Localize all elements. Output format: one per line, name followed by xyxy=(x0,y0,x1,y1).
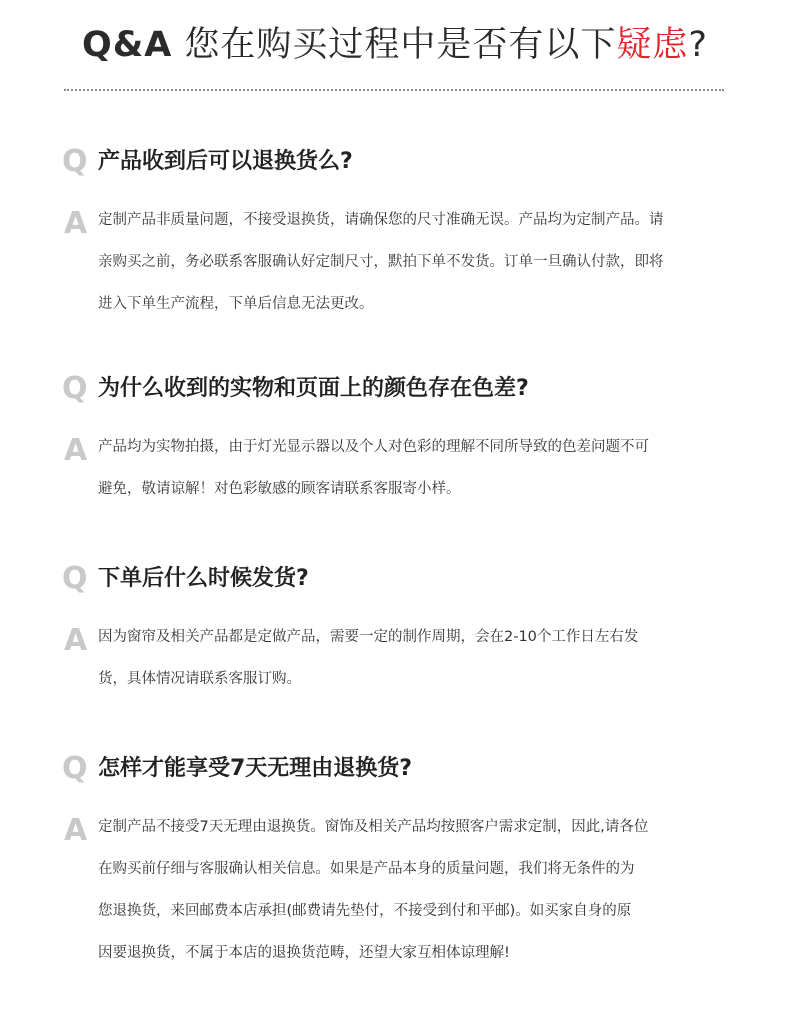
answer-marker: A xyxy=(64,433,88,468)
answer-text xyxy=(98,426,738,510)
question-row xyxy=(0,750,790,790)
dotted-divider xyxy=(64,89,724,91)
answer-line: 货，具体情况请联系客服订购。 xyxy=(98,671,301,687)
answer-line: 避免，敬请谅解！对色彩敏感的顾客请联系客服寄小样。 xyxy=(98,481,461,497)
answer-line: 在购买前仔细与客服确认相关信息。如果是产品本身的质量问题，我们将无条件的为 xyxy=(98,861,635,877)
answer-line: 亲购买之前，务必联系客服确认好定制尺寸，默拍下单不发货。订单一旦确认付款，即将 xyxy=(98,254,664,270)
question-text: 产品收到后可以退换货么? xyxy=(98,149,353,174)
title-suffix: ? xyxy=(688,25,708,65)
faq-item-4 xyxy=(0,750,790,980)
answer-marker: A xyxy=(64,623,88,658)
question-text: 下单后什么时候发货? xyxy=(98,566,309,591)
page-header xyxy=(0,0,790,90)
faq-item-2 xyxy=(0,370,790,510)
question-marker: Q xyxy=(62,751,88,786)
page-title xyxy=(0,22,790,68)
question-row xyxy=(0,370,790,410)
question-text: 为什么收到的实物和页面上的颜色存在色差? xyxy=(98,376,529,401)
question-row xyxy=(0,143,790,183)
question-marker: Q xyxy=(62,561,88,596)
faq-item-1 xyxy=(0,143,790,323)
title-accent: 疑虑 xyxy=(616,25,689,65)
answer-line: 定制产品非质量问题，不接受退换货，请确保您的尺寸准确无误。产品均为定制产品。请 xyxy=(98,212,664,228)
question-marker: Q xyxy=(62,371,88,406)
answer-marker: A xyxy=(64,813,88,848)
question-marker: Q xyxy=(62,144,88,179)
answer-line: 定制产品不接受7天无理由退换货。窗饰及相关产品均按照客户需求定制，因此,请各位 xyxy=(98,819,649,835)
answer-text xyxy=(98,199,738,325)
answer-marker: A xyxy=(64,206,88,241)
answer-text xyxy=(98,616,738,700)
answer-line: 因要退换货，不属于本店的退换货范畴，还望大家互相体谅理解! xyxy=(98,945,510,961)
faq-item-3 xyxy=(0,560,790,700)
question-row xyxy=(0,560,790,600)
answer-line: 因为窗帘及相关产品都是定做产品，需要一定的制作周期，会在2-10个工作日左右发 xyxy=(98,629,639,645)
answer-text xyxy=(98,806,738,974)
answer-line: 产品均为实物拍摄，由于灯光显示器以及个人对色彩的理解不同所导致的色差问题不可 xyxy=(98,439,649,455)
title-prefix: Q&A xyxy=(82,25,173,65)
answer-line: 进入下单生产流程，下单后信息无法更改。 xyxy=(98,296,374,312)
answer-line: 您退换货，来回邮费本店承担(邮费请先垫付，不接受到付和平邮)。如买家自身的原 xyxy=(98,903,632,919)
title-main: 您在购买过程中是否有以下 xyxy=(184,25,617,65)
question-text: 怎样才能享受7天无理由退换货? xyxy=(98,756,413,781)
